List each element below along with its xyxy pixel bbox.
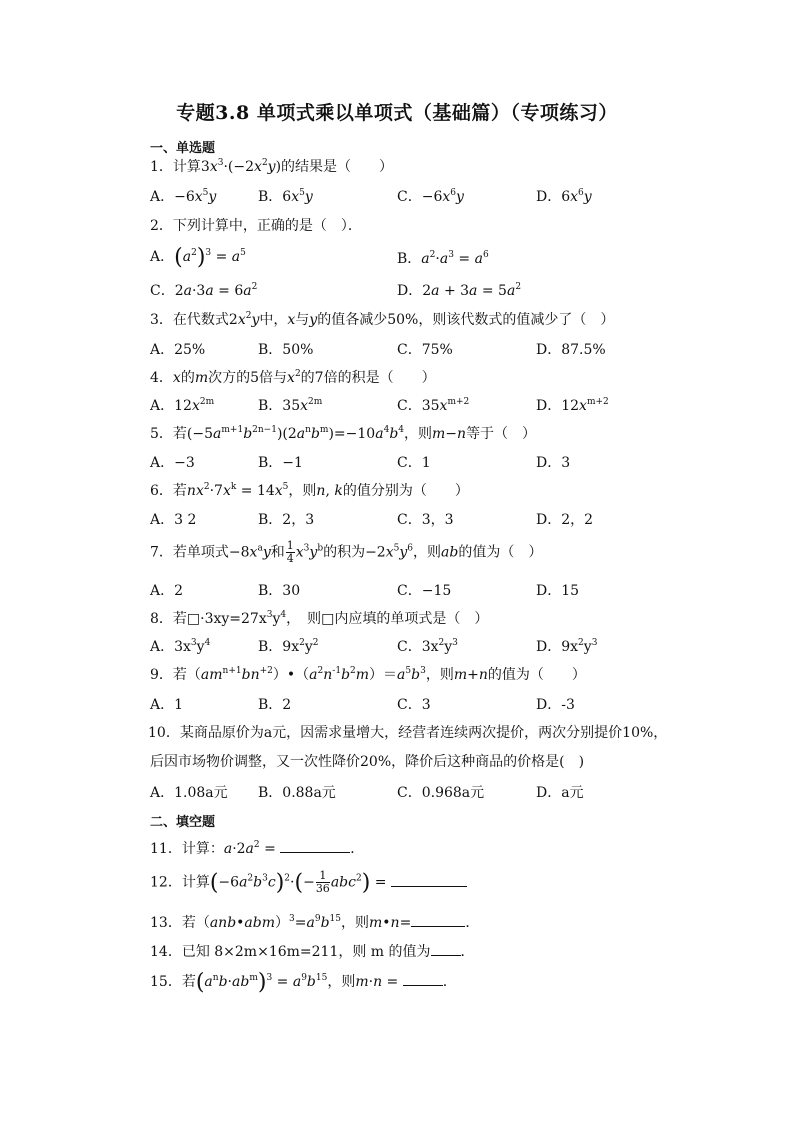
question-14-stem: 14．已知 8×2m×16m=211，则 m 的值为 ． [150,944,475,960]
question-8-stem: 8．若$□\cdot 3xy=27x^3y^4$， 则□内应填的单项式是（ ） [150,610,489,627]
question-6-option-a: A．3 2 [150,512,197,528]
question-1-stem: 1．计算$3x^3\cdot(-2x^2y)$的结果是（ ） [150,158,394,175]
fraction-one-thirty-sixth: $\frac{1}{36}$ [315,869,330,895]
answer-blank[interactable] [403,973,443,986]
question-9-option-a: A．1 [150,697,184,713]
question-2-stem: 2．下列计算中，正确的是（ ）． [150,218,362,234]
answer-blank[interactable] [391,874,467,887]
question-3-stem: 3．在代数式$2x^2y$中，x与y的值各减少50%，则该代数式的值减少了（ ） [150,311,615,328]
section-heading-fill-in: 二、填空题 [150,815,216,830]
fraction-one-quarter: $\frac{1}{4}$ [286,539,294,565]
question-9-option-b: B．2 [258,697,292,713]
question-5-option-d: D．3 [536,455,571,471]
question-11-stem: 11．计算：$a\cdot 2a^2$ = ． [150,840,365,857]
question-4-stem: 4．x的m次方的5倍与$x^2$的7倍的积是（ ） [150,369,436,386]
question-5-option-a: A．−3 [150,455,195,471]
question-7-option-a: A．2 [150,583,184,599]
question-2-option-a: A．$(a^2)^3 = a^5$ [150,245,246,270]
question-2-option-d: D．$2a + 3a = 5a^2$ [397,282,522,299]
question-6-option-d: D．2，2 [536,512,594,528]
answer-blank[interactable] [431,943,461,956]
question-9-stem: 9．若$(am^{n+1}bn^{+2})•(a^2n^{-1}b^2m)=a^5b^3$，则m+n的值为（ ） [150,666,586,683]
question-3-option-a: A．25% [150,342,206,358]
section-heading-single-choice: 一、单选题 [150,141,216,156]
question-3-option-b: B．50% [258,342,314,358]
question-6-option-b: B．2，3 [258,512,315,528]
question-5-option-c: C．1 [397,455,431,471]
question-6-option-c: C．3，3 [397,512,454,528]
question-1-option-b: B．$6x^5y$ [258,188,313,205]
answer-blank[interactable] [280,840,350,853]
question-6-stem: 6．若$nx^2\cdot 7x^k = 14x^5$，则n, k的值分别为（ ） [150,482,469,499]
question-13-stem: 13．若$(anb•abm)^3=a^9b^{15}$，则m•n= ． [150,914,480,931]
question-4-option-b: B．$35x^{2m}$ [258,397,323,414]
question-10-stem: 10．某商品原价为a元，因需求量增大，经营者连续两次提价，两次分别提价10%，后因市场物价调整，又一次性降价20%，降价后这种商品的价格是( ) [148,725,668,770]
question-1-option-a: A．$-6x^5y$ [150,188,217,205]
question-10-option-d: D．a元 [536,785,584,801]
question-4-option-c: C．$35x^{m+2}$ [397,397,470,414]
question-3-option-d: D．87.5% [536,342,606,358]
page-title: 专题3.8 单项式乘以单项式（基础篇）（专项练习） [176,102,618,124]
question-1-option-d: D．$6x^6y$ [536,188,592,205]
question-9-option-d: D．-3 [536,697,575,713]
question-4-option-d: D．$12x^{m+2}$ [536,397,609,414]
question-8-option-d: D．$9x^2y^3$ [536,638,598,655]
question-10-option-c: C．0.968a元 [397,785,485,801]
question-7-stem: 7．若单项式$-8x^ay$和 $\frac{1}{4}$ $x^3y^b$的积为$-2x^5y^6$，则ab的值为（ ） [150,539,543,565]
question-15-stem: 15．若$(a^nb\cdot ab^m)^3 = a^9b^{15}$，则m·n = . [150,970,448,995]
question-4-option-a: A．$12x^{2m}$ [150,397,215,414]
question-7-option-b: B．30 [258,583,301,599]
question-3-option-c: C．75% [397,342,453,358]
question-1-option-c: C．$-6x^6y$ [397,188,464,205]
question-7-option-d: D．15 [536,583,580,599]
question-2-option-c: C．$2a\cdot 3a = 6a^2$ [150,282,258,299]
question-8-option-c: C．$3x^2y^3$ [397,638,458,655]
question-5-option-b: B．−1 [258,455,303,471]
question-10-option-a: A．1.08a元 [150,785,228,801]
answer-blank[interactable] [411,914,465,927]
question-12-stem: 12．计算$(-6a^2b^3c)^2\cdot(-$ $\frac{1}{36}$ abc$^2$) = [150,870,467,896]
question-7-option-c: C．−15 [397,583,452,599]
question-8-option-a: A．$3x^3y^4$ [150,638,211,655]
question-10-option-b: B．0.88a元 [258,785,336,801]
question-8-option-b: B．$9x^2y^2$ [258,638,319,655]
question-9-option-c: C．3 [397,697,431,713]
question-2-option-b: B．$a^2\cdot a^3 = a^6$ [397,250,489,267]
question-5-stem: 5．若$(-5a^{m+1}b^{2n-1})(2a^nb^m)=-10a^4b^4$，则m−n等于（ ） [150,425,537,442]
